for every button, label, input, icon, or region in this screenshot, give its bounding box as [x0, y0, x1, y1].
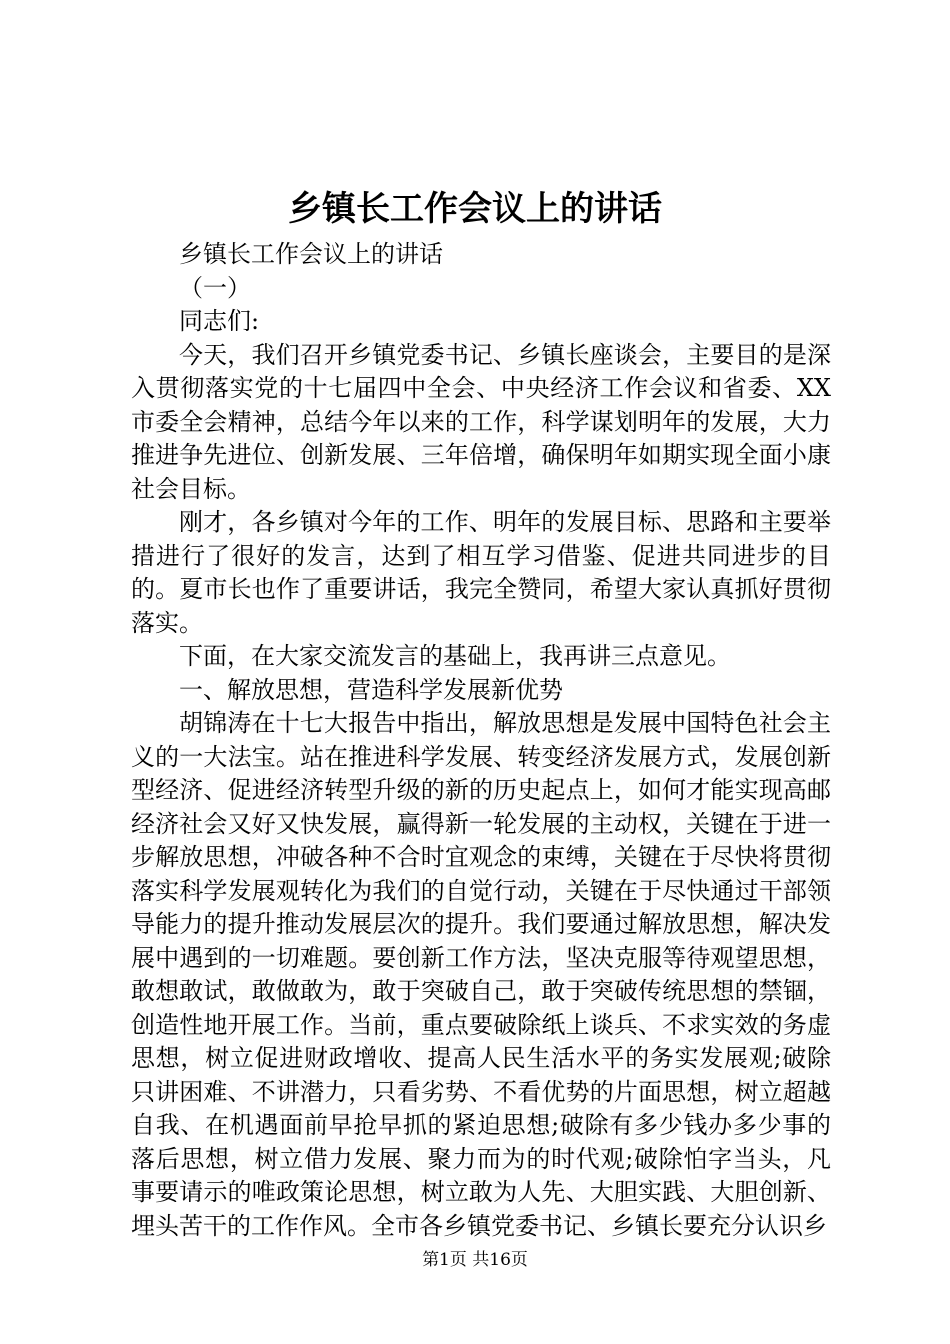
page-footer: 第1页 共16页	[422, 1250, 528, 1270]
paragraph-review: 刚才，各乡镇对今年的工作、明年的发展目标、思路和主要举措进行了很好的发言，达到了相互学习借鉴、促进共同进步的目的。夏市长也作了重要讲话，我完全赞同，希望大家认真抓好贯彻落实。	[131, 508, 831, 637]
paragraph-transition: 下面，在大家交流发言的基础上，我再讲三点意见。	[179, 642, 731, 670]
document-title: 乡镇长工作会议上的讲话	[288, 189, 662, 229]
paragraph-heading-one: 一、解放思想，营造科学发展新优势	[179, 675, 563, 704]
document-body	[131, 238, 831, 1243]
paragraph-subtitle: 乡镇长工作会议上的讲话	[179, 240, 443, 268]
paragraph-body: 胡锦涛在十七大报告中指出，解放思想是发展中国特色社会主义的一大法宝。站在推进科学发展、转变经济发展方式，发展创新型经济、促进经济转型升级的新的历史起点上，如何才能实现高邮经济社会又好又快发展，赢得新一轮发展的主动权，关键在于进一步解放思想，冲破各种不合时宜观念的束缚，关键在于尽快将贯彻落实科学发展观转化为我们的自觉行动，关键在于尽快通过干部领导能力的提升推动发展层次的提升。我们要通过解放思想，解决发展中遇到的一切难题。要创新工作方法，坚决克服等待观望思想，敢想敢试，敢做敢为，敢于突破自己，敢于突破传统思想的禁锢，创造性地开展工作。当前，重点要破除纸上谈兵、不求实效的务虚思想，树立促进财政增收、提高人民生活水平的务实发展观;破除只讲困难、不讲潜力，只看劣势、不看优势的片面思想，树立超越自我、在机遇面前早抢早抓的紧迫思想;破除有多少钱办多少事的落后思想，树立借力发展、聚力而为的时代观;破除怕字当头，凡事要请示的唯政策论思想，树立敢为人先、大胆实践、大胆创新、埋头苦干的工作作风。全市各乡镇党委书记、乡镇长要充分认识乡	[131, 709, 831, 1240]
paragraph-section-number: （一）	[179, 273, 251, 302]
paragraph-intro: 今天，我们召开乡镇党委书记、乡镇长座谈会，主要目的是深入贯彻落实党的十七届四中全会、中央经济工作会议和省委、XX市委全会精神，总结今年以来的工作，科学谋划明年的发展，大力推进争先进位、创新发展、三年倍增，确保明年如期实现全面小康社会目标。	[131, 340, 831, 503]
paragraph-salutation: 同志们:	[179, 307, 260, 335]
